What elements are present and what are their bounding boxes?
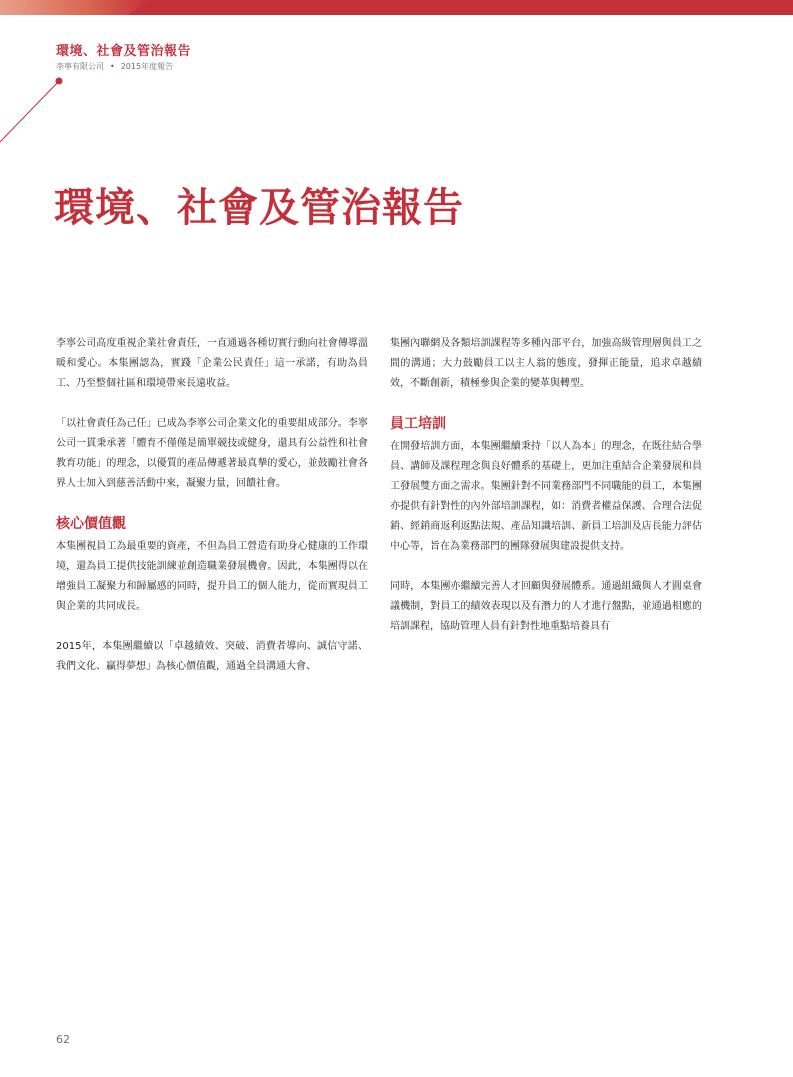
report-year: 2015年度報告: [120, 62, 174, 71]
decorative-dot: [56, 78, 63, 85]
header-bullet: •: [110, 62, 115, 71]
core-values-heading: 核心價值觀: [56, 516, 126, 532]
staff-training-heading: 員工培訓: [390, 416, 446, 432]
company-name: 李寧有限公司: [56, 62, 104, 71]
page-number: 62: [56, 1033, 70, 1046]
core-values-paragraph: 本集團視員工為最重要的資產，不但為員工營造有助身心健康的工作環境，還為員工提供技能訓練並創造職業發展機會。因此，本集團得以在增強員工凝聚力和歸屬感的同時，提升員工的個人能力，從而實現員工與企業的共同成長。: [56, 541, 368, 612]
training-paragraph: 在開發培訓方面，本集團繼續秉持「以人為本」的理念，在既往結合學員、講師及課程理念與良好體系的基礎上，更加注重結合企業發展和員工發展雙方面之需求。集團針對不同業務部門不同職能的員工，本集團亦提供有針對性的內外部培訓課程，如：消費者權益保護、合理合法促銷、經銷商返利返點法規、產品知識培訓、新員工培訓及店長能力評估中心等，旨在為業務部門的團隊發展與建設提供支持。: [390, 441, 702, 552]
right-column: [390, 334, 702, 657]
social-responsibility-paragraph: 「以社會責任為己任」已成為李寧公司企業文化的重要組成部分。李寧公司一貫秉承著「體育不僅僅是簡單競技或健身，還具有公益性和社會教育功能」的理念，以優質的產品傳遞著最真摯的愛心，並鼓勵社會各界人士加入到慈善活動中來，凝聚力量，回饋社會。: [56, 418, 368, 489]
decorative-corner-line: [0, 0, 80, 150]
continued-paragraph: 集團內聯網及各類培訓課程等多種內部平台，加強高級管理層與員工之間的溝通；大力鼓勵員工以主人翁的態度，發揮正能量，追求卓越績效，不斷創新，積極參與企業的變革與轉型。: [390, 338, 702, 389]
left-column: [56, 334, 368, 697]
talent-review-paragraph: 同時，本集團亦繼續完善人才回顧與發展體系。通過組織與人才圓桌會議機制，對員工的績效表現以及有潛力的人才進行盤點，並通過相應的培訓課程，協助管理人員有針對性地重點培養具有: [390, 581, 702, 632]
running-header-title: 環境、社會及管治報告: [56, 44, 192, 59]
intro-paragraph: 李寧公司高度重視企業社會責任，一直通過各種切實行動向社會傳導溫暖和愛心。本集團認為，實踐「企業公民責任」這一承諾，有助為員工、乃至整個社區和環境帶來長遠收益。: [56, 338, 368, 389]
running-header-subtitle: [56, 61, 173, 72]
core-values-2015-paragraph: 2015年，本集團繼續以「卓越績效、突破、消費者導向、誠信守諾、我們文化、贏得夢想」為核心價值觀，通過全員溝通大會、: [56, 641, 368, 672]
page-title: 環境、社會及管治報告: [54, 185, 464, 231]
decorative-diagonal: [0, 81, 59, 142]
